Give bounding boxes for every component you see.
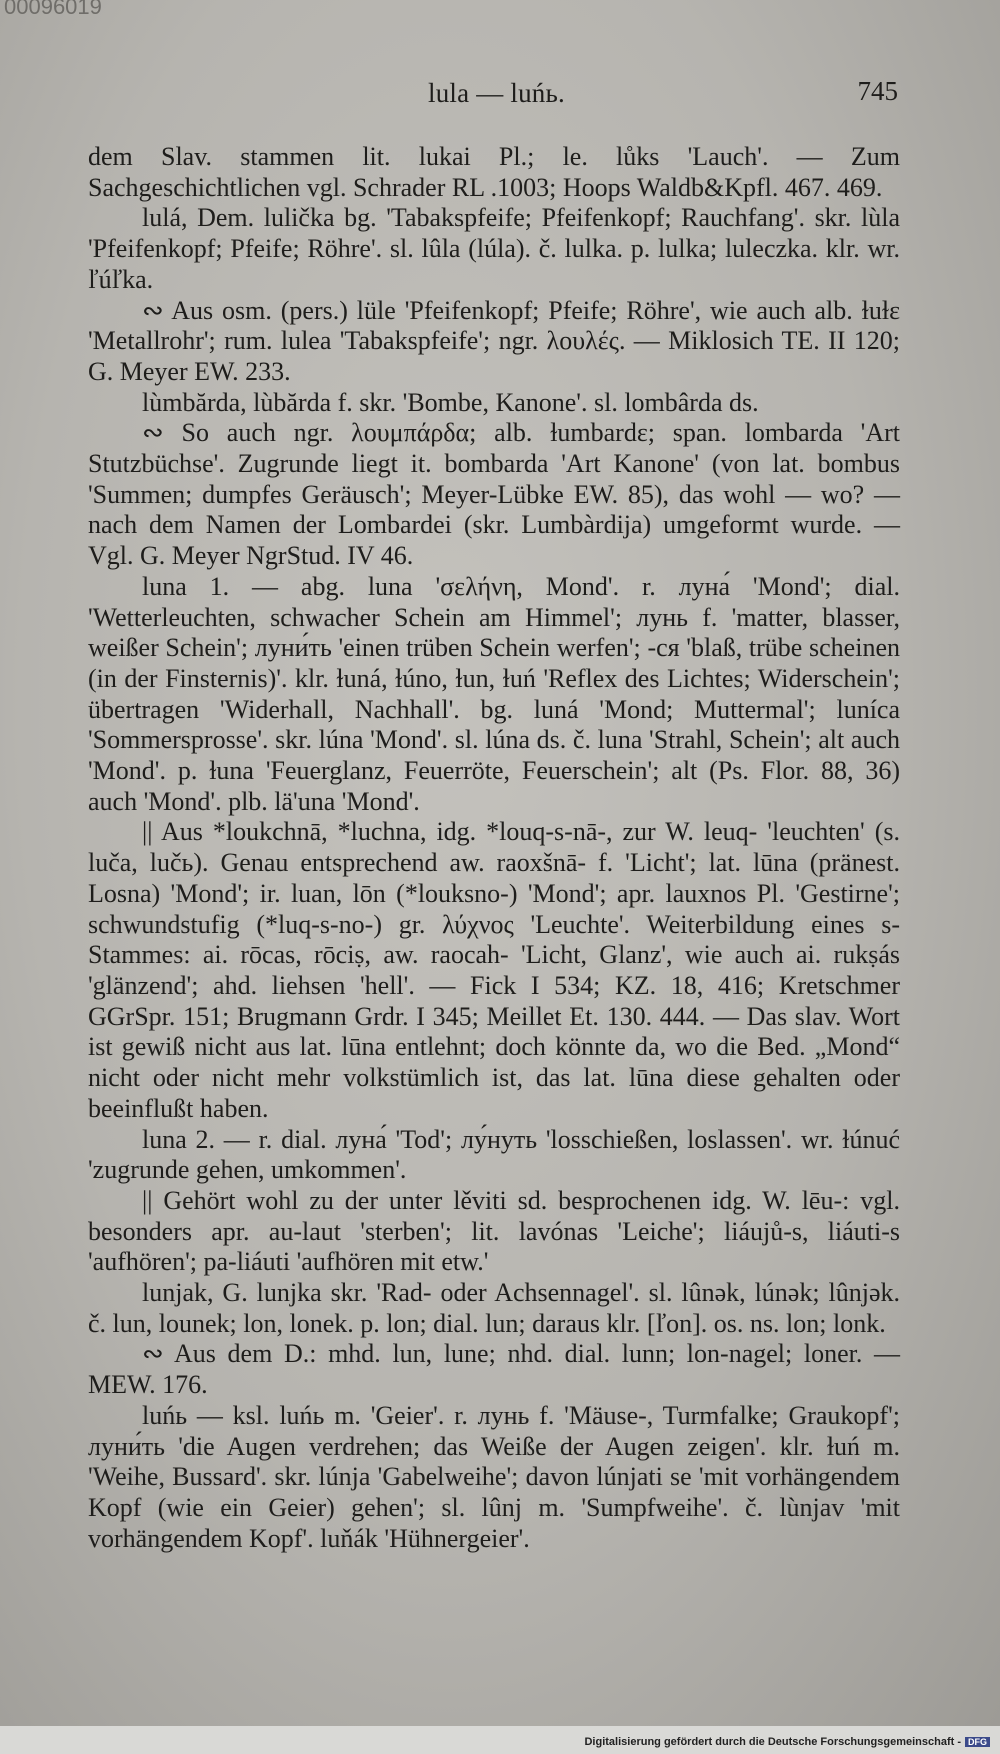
digitization-footer bbox=[0, 1726, 1000, 1754]
entry-luna-1: luna 1. — abg. luna 'σελήνη, Mond'. r. луна́ 'Mond'; dial. 'Wetterleuchten, schwacher Schein am Himmel'; лунь f. 'matter, blasser, weißer Schein'; луни́ть 'einen trüben Schein werfen'; -ся 'blaß, trübe scheinen (in der Finsternis)'. klr. ɫuná, ɫúno, ɫun, ɫuń 'Reflex des Lichtes; Widerschein'; übertragen 'Widerhall, Nachhall'. bg. luná 'Mond; Muttermal'; luníca 'Sommersprosse'. skr. lúna 'Mond'. sl. lúna ds. č. luna 'Strahl, Schein'; alt auch 'Mond'. p. ɫuna 'Feuerglanz, Feuerröte, Feuerschein'; alt (Ps. Flor. 88, 36) auch 'Mond'. plb. lä'una 'Mond'. bbox=[88, 571, 900, 816]
dictionary-body bbox=[88, 142, 900, 1554]
footer-credit bbox=[584, 1736, 990, 1748]
paragraph: || Gehört wohl zu der unter lěviti sd. besprochenen idg. W. lēu-: vgl. besonders apr. au-laut 'sterben'; lit. lavónas 'Leiche'; liáujů-s, liáuti-s 'aufhören'; pa-liáuti 'aufhören mit etw.' bbox=[88, 1185, 900, 1277]
page-number: 745 bbox=[857, 76, 898, 106]
entry-luna-2: luna 2. — r. dial. луна́ 'Tod'; лу́нуть 'losschießen, loslassen'. wr. ɫúnuć 'zugrunde gehen, umkommen'. bbox=[88, 1124, 900, 1185]
entry-lun: luńь — ksl. luńь m. 'Geier'. r. лунь f. 'Mäuse-, Turmfalke; Graukopf'; луни́ть 'die Augen verdrehen; das Weiße der Augen zeigen'. klr. ɫuń m. 'Weihe, Bussard'. skr. lúnja 'Gabelweihe'; davon lúnjati se 'mit vorhängendem Kopf (wie ein Geier) gehen'; sl. lûnj m. 'Sumpfweihe'. č. lùnjav 'mit vorhängendem Kopf'. luňák 'Hühnergeier'. bbox=[88, 1400, 900, 1553]
paragraph: || Aus *loukchnā, *luchna, idg. *louq-s-nā-, zur W. leuq- 'leuchten' (s. luča, lučь). Genau entsprechend aw. raoxšnā- f. 'Licht'; lat. lūna (pränest. Losna) 'Mond'; ir. luan, lōn (*louksno-) 'Mond'; apr. lauxnos Pl. 'Gestirne'; schwundstufig (*luq-s-no-) gr. λύχνος 'Leuchte'. Weiterbildung eines s-Stammes: ai. rōcas, rōciṣ, aw. raocah- 'Licht, Glanz', wie auch ai. rukṣás 'glänzend'; ahd. liehsen 'hell'. — Fick I 534; KZ. 18, 416; Kretschmer GGrSpr. 151; Brugmann Grdr. I 345; Meillet Et. 130. 444. — Das slav. Wort ist gewiß nicht aus lat. lūna entlehnt; doch könnte da, wo die Bed. „Mond“ nicht oder nicht mehr volkstümlich ist, das lat. lūna diese gehalten oder beeinflußt haben. bbox=[88, 817, 900, 1123]
footer-text: Digitalisierung gefördert durch die Deutsche Forschungsgemeinschaft - bbox=[584, 1736, 961, 1748]
entry-lumbarda: lùmbărda, lùbărda f. skr. 'Bombe, Kanone'. sl. lombârda ds. bbox=[142, 387, 759, 417]
paragraph: ∾ Aus dem D.: mhd. lun, lune; nhd. dial. lunn; lon-nagel; loner. — MEW. 176. bbox=[88, 1339, 900, 1400]
shelfmark: 00096019 bbox=[4, 0, 102, 19]
running-head: lula — luńь. bbox=[428, 78, 565, 108]
dfg-logo: DFG bbox=[965, 1737, 990, 1747]
entry-lula: lulá, Dem. lulička bg. 'Tabakspfeife; Pfeifenkopf; Rauchfang'. skr. lùla 'Pfeifenkopf; Pfeife; Röhre'. sl. lûla (lúla). č. lulka. p. lulka; luleczka. klr. wr. ľúľka. bbox=[88, 203, 900, 294]
paragraph: ∾ So auch ngr. λουμπάρδα; alb. ɫumbardɛ; span. lombarda 'Art Stutzbüchse'. Zugrunde liegt it. bombarda 'Art Kanone' (von lat. bombus 'Summen; dumpfes Geräusch'; Meyer-Lübke EW. 85), das wohl — wo? — nach dem Namen der Lombardei (skr. Lumbàrdija) umgeformt wurde. — Vgl. G. Meyer NgrStud. IV 46. bbox=[88, 418, 900, 571]
entry-lunjak: lunjak, G. lunjka skr. 'Rad- oder Achsennagel'. sl. lûnək, lúnək; lûnjək. č. lun, lounek; lon, lonek. p. lon; dial. lun; daraus klr. [ľon]. os. ns. lon; lonk. bbox=[88, 1278, 900, 1338]
paragraph: dem Slav. stammen lit. lukai Pl.; le. lůks 'Lauch'. — Zum Sachgeschichtlichen vgl. Schrader RL .1003; Hoops Waldb&Kpfl. 467. 469. bbox=[88, 142, 900, 202]
paragraph: ∾ Aus osm. (pers.) lüle 'Pfeifenkopf; Pfeife; Röhre', wie auch alb. ɫuɫɛ 'Metallrohr'; rum. lulea 'Tabakspfeife'; ngr. λουλές. — Miklosich TE. II 120; G. Meyer EW. 233. bbox=[88, 295, 900, 386]
page-header bbox=[88, 78, 898, 114]
